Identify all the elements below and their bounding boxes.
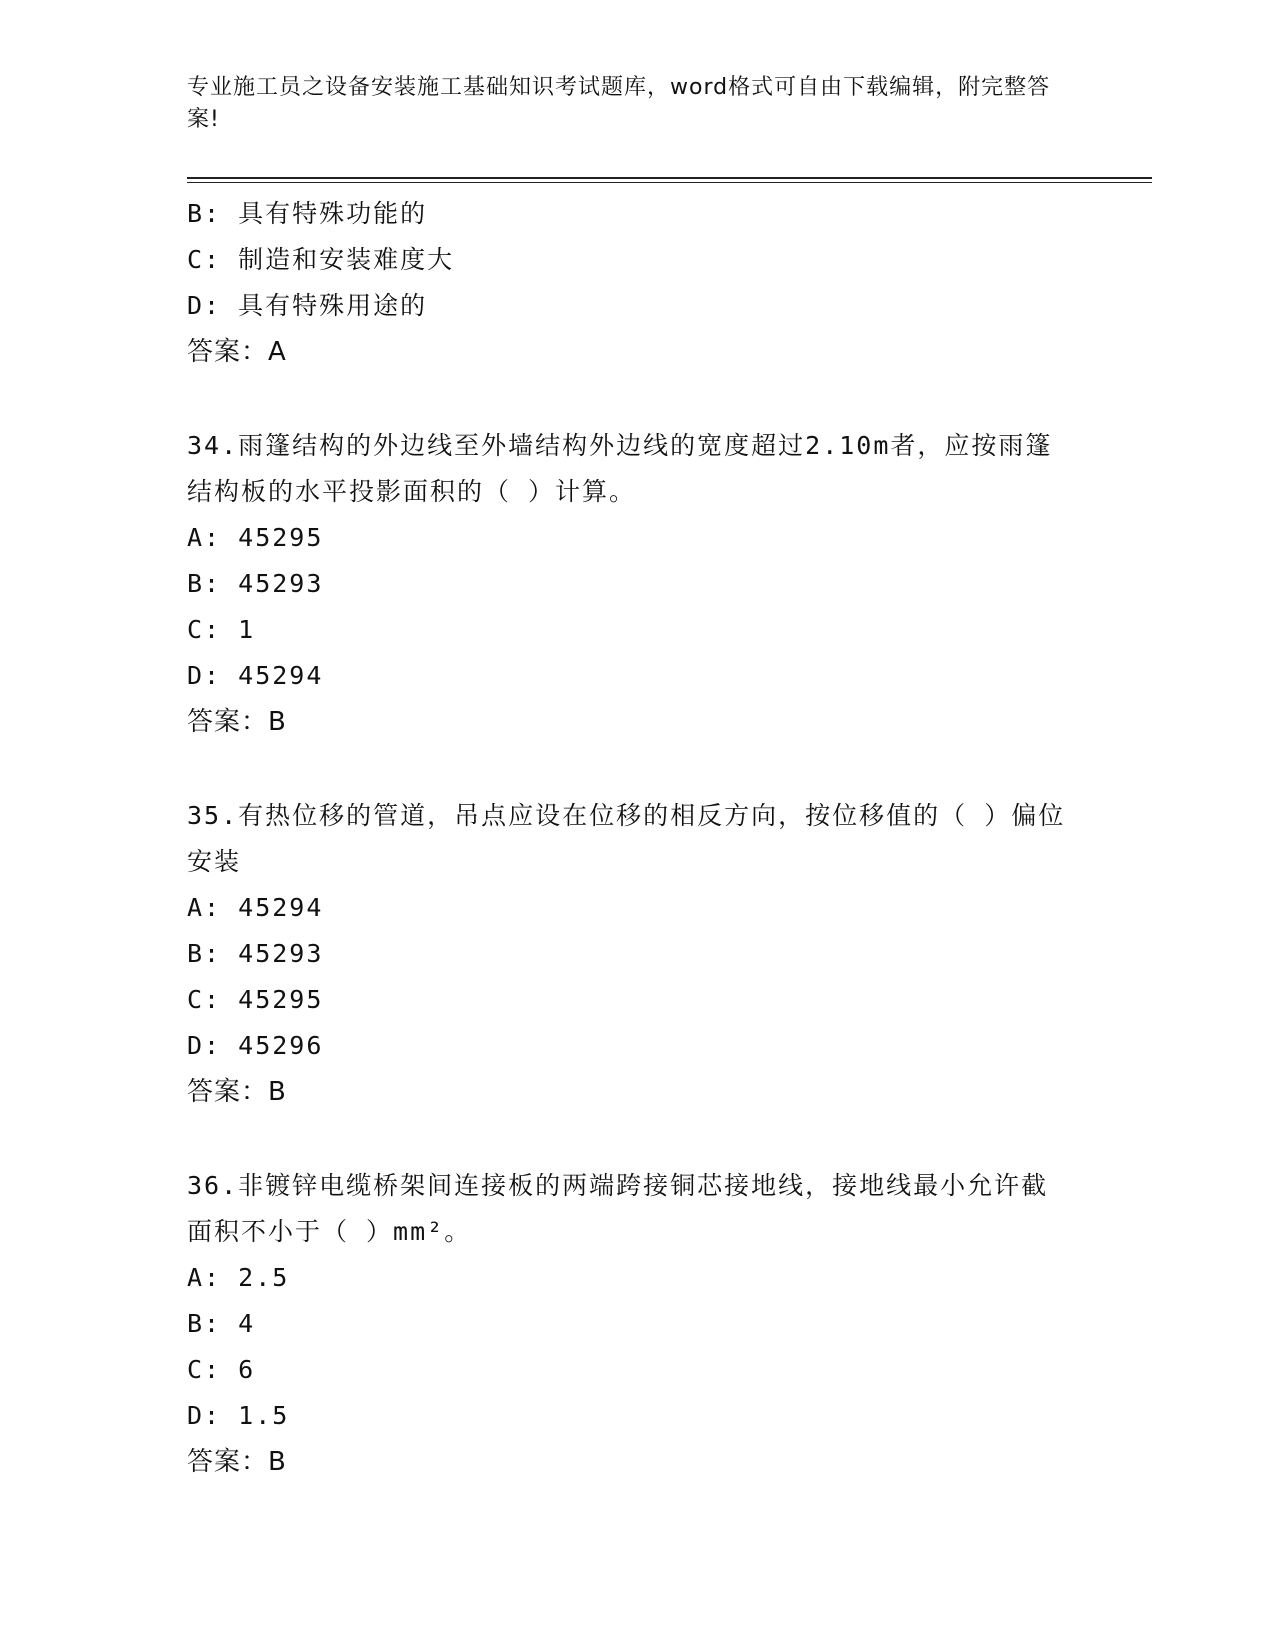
question-35 (187, 793, 1087, 1115)
option-d: D: 45296 (187, 1031, 324, 1060)
option-b: B: 45293 (187, 569, 324, 598)
option-d: D: 具有特殊用途的 (187, 291, 428, 320)
question-list (187, 191, 1087, 1485)
option-d: D: 1.5 (187, 1401, 290, 1430)
option-b: B: 具有特殊功能的 (187, 199, 428, 228)
option-a: A: 45295 (187, 523, 324, 552)
question-36 (187, 1163, 1087, 1485)
option-b: B: 45293 (187, 939, 324, 968)
question-text: 34.雨篷结构的外边线至外墙结构外边线的宽度超过2.10m者，应按雨篷结构板的水平投影面积的（ ）计算。 (187, 431, 1053, 506)
answer: 答案：B (187, 707, 287, 737)
question-34 (187, 423, 1087, 745)
option-d: D: 45294 (187, 661, 324, 690)
header-divider-thin (187, 182, 1152, 183)
question-text: 36.非镀锌电缆桥架间连接板的两端跨接铜芯接地线，接地线最小允许截面积不小于（ ）mm²。 (187, 1171, 1049, 1246)
answer: 答案：A (187, 337, 287, 367)
page-title: 专业施工员之设备安装施工基础知识考试题库，word格式可自由下载编辑，附完整答案! (187, 75, 1051, 132)
answer: 答案：B (187, 1447, 287, 1477)
question-text: 35.有热位移的管道，吊点应设在位移的相反方向，按位移值的（ ）偏位安装 (187, 801, 1066, 876)
option-c: C: 制造和安装难度大 (187, 245, 455, 274)
option-a: A: 45294 (187, 893, 324, 922)
option-a: A: 2.5 (187, 1263, 290, 1292)
option-c: C: 45295 (187, 985, 324, 1014)
question-33-tail (187, 191, 1087, 375)
option-c: C: 6 (187, 1355, 256, 1384)
answer: 答案：B (187, 1077, 287, 1107)
option-b: B: 4 (187, 1309, 256, 1338)
option-c: C: 1 (187, 615, 256, 644)
header-divider (187, 177, 1152, 179)
